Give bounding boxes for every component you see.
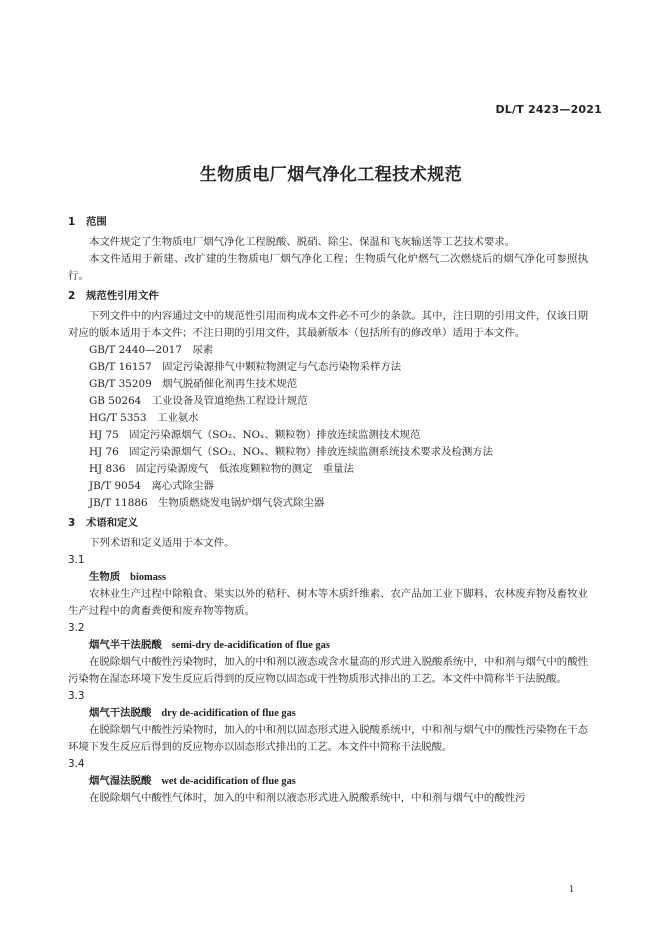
paragraph: 下列术语和定义适用于本文件。 <box>89 537 235 549</box>
term-definition: 在脱除烟气中酸性污染物时，加入的中和剂以液态或含水量高的形式进入脱酸系统中，中和剂与烟气中的酸性污染物在湿态环境下发生反应后得到的反应物以固态或干性物质形式排出的工艺。本文件中简称半干法脱酸。 <box>68 656 588 685</box>
section-title: 术语和定义 <box>86 517 138 529</box>
section-number: 3 <box>68 517 76 529</box>
reference-item: HJ 76 固定污染源烟气（SO₂、NOₓ、颗粒物）排放连续监测系统技术要求及检测方法 <box>89 446 494 458</box>
term-name <box>68 705 588 722</box>
paragraph: 下列文件中的内容通过文中的规范性引用而构成本文件必不可少的条款。其中，注日期的引用文件，仅该日期对应的版本适用于本文件；不注日期的引用文件，其最新版本（包括所有的修改单）适用于本文件。 <box>68 310 588 339</box>
standard-code: DL/T 2423—2021 <box>495 103 602 116</box>
reference-item: GB 50264 工业设备及管道绝热工程设计规范 <box>89 395 308 407</box>
term-number: 3.1 <box>68 554 85 566</box>
section-title: 范围 <box>86 216 107 228</box>
term-name-en: biomass <box>130 572 166 583</box>
reference-item: HJ 75 固定污染源烟气（SO₂、NOₓ、颗粒物）排放连续监测技术规范 <box>89 429 421 441</box>
reference-item: HG/T 5353 工业氨水 <box>89 412 199 424</box>
section-title: 规范性引用文件 <box>86 290 159 302</box>
term-name-en: wet de-acidification of flue gas <box>161 776 296 787</box>
term-number: 3.3 <box>68 690 85 702</box>
paragraph: 本文件适用于新建、改扩建的生物质电厂烟气净化工程；生物质气化炉燃气二次燃烧后的烟气净化可参照执行。 <box>68 253 588 282</box>
paragraph: 本文件规定了生物质电厂烟气净化工程脱酸、脱硝、除尘、保温和飞灰输送等工艺技术要求。 <box>89 236 516 248</box>
term-number: 3.4 <box>68 758 85 770</box>
term-name-en: dry de-acidification of flue gas <box>161 708 296 719</box>
reference-item: GB/T 2440—2017 尿素 <box>89 344 214 356</box>
reference-item: GB/T 35209 烟气脱硝催化剂再生技术规范 <box>89 378 298 390</box>
term-name-cn: 生物质 <box>89 571 121 583</box>
reference-item: HJ 836 固定污染源废气 低浓度颗粒物的测定 重量法 <box>89 463 354 475</box>
section-number: 1 <box>68 216 76 228</box>
section-2-heading <box>68 288 588 305</box>
term-definition: 在脱除烟气中酸性污染物时，加入的中和剂以固态形式进入脱酸系统中，中和剂与烟气中的酸性污染物在干态环境下发生反应后得到的反应物亦以固态形式排出的工艺。本文件中简称干法脱酸。 <box>68 724 588 753</box>
term-name-cn: 烟气湿法脱酸 <box>89 775 152 787</box>
reference-item: JB/T 9054 离心式除尘器 <box>89 480 214 492</box>
term-number: 3.2 <box>68 622 85 634</box>
term-name <box>68 569 588 586</box>
term-name-cn: 烟气干法脱酸 <box>89 707 152 719</box>
section-1-heading <box>68 214 588 231</box>
reference-item: GB/T 16157 固定污染源排气中颗粒物测定与气态污染物采样方法 <box>89 361 402 373</box>
document-body <box>68 214 588 807</box>
term-definition: 在脱除烟气中酸性气体时，加入的中和剂以液态形式进入脱酸系统中，中和剂与烟气中的酸性污 <box>89 792 526 804</box>
section-number: 2 <box>68 290 76 302</box>
term-definition: 农林业生产过程中除粮食、果实以外的秸秆、树木等木质纤维素、农产品加工业下脚料、农林废弃物及畜牧业生产过程中的禽畜粪便和废弃物等物质。 <box>68 588 588 617</box>
section-3-heading <box>68 515 588 532</box>
term-name <box>68 773 588 790</box>
document-title: 生物质电厂烟气净化工程技术规范 <box>199 165 463 185</box>
page-number: 1 <box>569 884 574 895</box>
term-name <box>68 637 588 654</box>
term-name-en: semi-dry de-acidification of flue gas <box>171 640 330 651</box>
term-name-cn: 烟气半干法脱酸 <box>89 639 162 651</box>
reference-item: JB/T 11886 生物质燃烧发电锅炉烟气袋式除尘器 <box>89 497 325 509</box>
